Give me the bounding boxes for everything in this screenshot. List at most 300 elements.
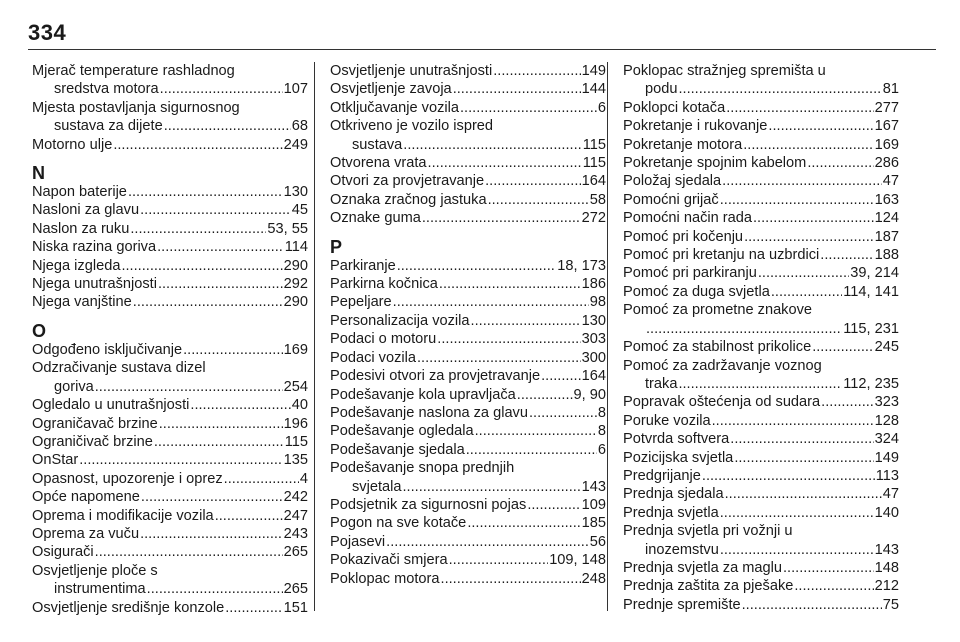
dot-leader: [485, 172, 581, 190]
entry-term: Oprema za vuču: [32, 525, 140, 542]
index-entry: [623, 154, 899, 172]
dot-leader: [730, 430, 873, 448]
entry-term: Ogledalo u unutrašnjosti: [32, 397, 190, 414]
dot-leader: [154, 433, 284, 451]
entry-page-ref: 196: [283, 415, 308, 432]
entry-term: Pomoćni način rada: [623, 210, 752, 227]
entry-page-ref: 9, 90: [573, 386, 606, 403]
index-entry: [330, 496, 606, 514]
index-entry: [623, 485, 899, 503]
entry-term: Podsjetnik za sigurnosni pojas: [330, 496, 527, 513]
entry-page-ref: 247: [283, 507, 308, 524]
index-entry: [623, 449, 899, 467]
entry-page-ref: 290: [283, 257, 308, 274]
entry-term: Pojasevi: [330, 533, 386, 550]
index-entry: [330, 367, 606, 385]
index-entry: [32, 451, 308, 469]
entry-page-ref: 144: [581, 81, 606, 98]
entry-term: Poklopac motora: [330, 570, 440, 587]
entry-page-ref: 265: [283, 544, 308, 561]
entry-page-ref: 56: [589, 533, 606, 550]
entry-page-ref: 81: [882, 81, 899, 98]
index-entry: [623, 172, 899, 190]
entry-term: Njega unutrašnjosti: [32, 276, 157, 293]
dot-leader: [160, 80, 283, 98]
entry-page-ref: 272: [581, 210, 606, 227]
entry-page-ref: 6: [597, 441, 606, 458]
entry-term: Personalizacija vozila: [330, 312, 470, 329]
index-entry: [32, 275, 308, 293]
index-entry: [330, 533, 606, 551]
entry-term: Njega vanjštine: [32, 294, 132, 311]
entry-page-ref: 130: [581, 312, 606, 329]
entry-page-ref: 40: [291, 397, 308, 414]
entry-page-ref: 124: [874, 210, 899, 227]
entry-page-ref: 68: [291, 118, 308, 135]
index-entry: [330, 209, 606, 227]
index-entry: [32, 562, 308, 599]
index-entry: [623, 283, 899, 301]
dot-leader: [449, 551, 549, 569]
entry-term: Ograničavač brzine: [32, 415, 158, 432]
entry-page-ref: 186: [581, 276, 606, 293]
entry-page-ref: 265: [283, 581, 308, 598]
entry-page-ref: 243: [283, 525, 308, 542]
entry-page-ref: 148: [874, 559, 899, 576]
entry-term: Podešavanje naslona za glavu: [330, 404, 528, 421]
index-entry: [32, 359, 308, 396]
entry-term: Opće napomene: [32, 489, 140, 506]
entry-term: Niska razina goriva: [32, 239, 157, 256]
entry-page-ref: 114, 141: [843, 283, 899, 300]
entry-page-ref: 8: [597, 423, 606, 440]
entry-term: OnStar: [32, 452, 79, 469]
index-entry: [623, 577, 899, 595]
entry-term: Napon baterije: [32, 184, 127, 201]
entry-page-ref: 149: [874, 449, 899, 466]
dot-leader: [428, 154, 582, 172]
entry-page-ref: 75: [882, 596, 899, 613]
index-column-3: [623, 62, 899, 614]
entry-term: Prednja svjetla: [623, 504, 719, 521]
entry-page-ref: 115, 231: [843, 320, 899, 337]
entry-term: sredstva motora: [54, 81, 159, 98]
dot-leader: [820, 246, 873, 264]
entry-term: Osvjetljenje ploče s: [32, 562, 158, 579]
index-letter-heading: O: [32, 320, 47, 341]
entry-term: Oznaka zračnog jastuka: [330, 191, 487, 208]
entry-term: Parkirna kočnica: [330, 276, 438, 293]
entry-term: Pomoć za stabilnost prikolice: [623, 339, 812, 356]
index-entry: [32, 62, 308, 99]
entry-term: Osigurači: [32, 544, 94, 561]
entry-term: Podešavanje snopa prednjih: [330, 460, 515, 477]
index-entry: [330, 386, 606, 404]
entry-term: Prednja svjetla pri vožnji u: [623, 523, 793, 540]
entry-page-ref: 212: [874, 578, 899, 595]
index-entry: [32, 183, 308, 201]
index-entry: [330, 349, 606, 367]
entry-term: Poklopac stražnjeg spremišta u: [623, 63, 826, 79]
dot-leader: [121, 257, 282, 275]
entry-term: Pomoć pri kretanju na uzbrdici: [623, 247, 820, 264]
dot-leader: [417, 349, 581, 367]
dot-leader: [437, 330, 580, 348]
entry-term: Osvjetljenje unutrašnjosti: [330, 63, 493, 79]
index-entry: [330, 404, 606, 422]
index-entry: [623, 393, 899, 411]
entry-page-ref: 128: [874, 412, 899, 429]
dot-leader: [475, 422, 597, 440]
entry-page-ref: 130: [283, 184, 308, 201]
entry-term: Pokretanje spojnim kabelom: [623, 155, 807, 172]
dot-leader: [158, 275, 283, 293]
index-entry: [32, 525, 308, 543]
dot-leader: [402, 478, 580, 496]
dot-leader: [460, 99, 597, 117]
index-entry: [623, 209, 899, 227]
index-letter-heading: P: [330, 236, 343, 257]
entry-page-ref: 169: [283, 341, 308, 358]
entry-page-ref: 143: [874, 541, 899, 558]
index-entry: [330, 441, 606, 459]
dot-leader: [393, 293, 589, 311]
entry-page-ref: 187: [874, 228, 899, 245]
index-entry: [623, 191, 899, 209]
index-entry: [623, 596, 899, 614]
index-entry: [32, 341, 308, 359]
dot-leader: [646, 320, 842, 338]
entry-page-ref: 6: [597, 99, 606, 116]
entry-term: Oprema i modifikacije vozila: [32, 507, 214, 524]
index-entry: [623, 430, 899, 448]
index-entry: [32, 136, 308, 154]
index-column-1: [32, 62, 308, 617]
dot-leader: [742, 596, 882, 614]
dot-leader: [141, 488, 283, 506]
index-entry: [32, 433, 308, 451]
entry-term: Popravak oštećenja od sudara: [623, 394, 821, 411]
dot-leader: [183, 341, 283, 359]
entry-page-ref: 249: [283, 136, 308, 153]
entry-term: Osvjetljenje središnje konzole: [32, 599, 225, 616]
index-entry: [32, 293, 308, 311]
entry-term: Otkriveno je vozilo ispred: [330, 118, 494, 135]
entry-term: Podešavanje ogledala: [330, 423, 474, 440]
entry-page-ref: 248: [581, 570, 606, 587]
entry-term: Oznake guma: [330, 210, 421, 227]
entry-page-ref: 167: [874, 118, 899, 135]
index-entry: [623, 117, 899, 135]
entry-term: Otključavanje vozila: [330, 99, 459, 116]
entry-page-ref: 286: [874, 155, 899, 172]
entry-page-ref: 169: [874, 136, 899, 153]
index-entry: [330, 191, 606, 209]
entry-term: Otvori za provjetravanje: [330, 173, 485, 190]
dot-leader: [157, 238, 284, 256]
entry-term: sustava: [352, 136, 403, 153]
entry-term: Podesivi otvori za provjetravanje: [330, 368, 541, 385]
entry-term: instrumentima: [54, 581, 146, 598]
entry-term: Pepeljare: [330, 294, 392, 311]
entry-term: sustava za dijete: [54, 118, 163, 135]
entry-term: Pomoć za prometne znakove: [623, 302, 813, 319]
entry-term: Pokretanje i rukovanje: [623, 118, 768, 135]
dot-leader: [712, 412, 874, 430]
dot-leader: [386, 533, 589, 551]
header-rule: [28, 49, 936, 50]
entry-page-ref: 58: [589, 191, 606, 208]
entry-term: Nasloni za glavu: [32, 202, 140, 219]
entry-term: Odgođeno isključivanje: [32, 341, 183, 358]
entry-page-ref: 185: [581, 515, 606, 532]
entry-page-ref: 149: [581, 63, 606, 79]
index-entry: [623, 522, 899, 559]
entry-term: Pomoć pri kočenju: [623, 228, 744, 245]
entry-page-ref: 151: [283, 599, 308, 616]
dot-leader: [720, 541, 874, 559]
entry-term: Motorno ulje: [32, 136, 113, 153]
entry-page-ref: 290: [283, 294, 308, 311]
entry-term: Parkiranje: [330, 257, 396, 274]
dot-leader: [79, 451, 282, 469]
dot-leader: [678, 375, 842, 393]
index-entry: [623, 99, 899, 117]
entry-term: Mjesta postavljanja sigurnosnog: [32, 99, 240, 116]
entry-page-ref: 164: [581, 368, 606, 385]
dot-leader: [722, 172, 882, 190]
entry-page-ref: 114: [284, 239, 308, 256]
dot-leader: [753, 209, 874, 227]
index-entry: [32, 396, 308, 414]
dot-leader: [720, 504, 874, 522]
index-entry: [32, 599, 308, 617]
dot-leader: [771, 283, 842, 301]
index-entry: [32, 543, 308, 561]
entry-term: Pokretanje motora: [623, 136, 743, 153]
dot-leader: [744, 228, 874, 246]
entry-page-ref: 8: [597, 404, 606, 421]
entry-term: Prednja sjedala: [623, 486, 724, 503]
entry-term: Pomoćni grijač: [623, 191, 719, 208]
index-entry: [32, 507, 308, 525]
dot-leader: [743, 136, 873, 154]
dot-leader: [725, 485, 882, 503]
entry-term: Prednje spremište: [623, 596, 741, 613]
dot-leader: [527, 496, 580, 514]
entry-term: Ograničivač brzine: [32, 433, 153, 450]
index-entry: [623, 136, 899, 154]
dot-leader: [466, 441, 597, 459]
dot-leader: [95, 543, 283, 561]
entry-page-ref: 277: [874, 99, 899, 116]
index-entry: [330, 117, 606, 154]
entry-term: goriva: [54, 378, 94, 395]
index-entry: [330, 293, 606, 311]
dot-leader: [439, 275, 581, 293]
entry-term: Opasnost, upozorenje i oprez: [32, 470, 223, 487]
entry-term: Pozicijska svjetla: [623, 449, 734, 466]
index-entry: [330, 459, 606, 496]
dot-leader: [441, 570, 581, 588]
dot-leader: [517, 386, 573, 404]
entry-page-ref: 292: [283, 276, 308, 293]
dot-leader: [95, 378, 283, 396]
dot-leader: [128, 183, 283, 201]
entry-page-ref: 242: [283, 489, 308, 506]
index-entry: [330, 570, 606, 588]
dot-leader: [133, 293, 283, 311]
dot-leader: [734, 449, 873, 467]
entry-page-ref: 47: [882, 486, 899, 503]
dot-leader: [190, 396, 290, 414]
entry-page-ref: 115: [582, 155, 606, 172]
index-entry: [32, 238, 308, 256]
entry-page-ref: 324: [874, 431, 899, 448]
dot-leader: [467, 514, 580, 532]
entry-term: Mjerač temperature rashladnog: [32, 63, 235, 79]
entry-page-ref: 303: [581, 331, 606, 348]
dot-leader: [768, 117, 873, 135]
entry-page-ref: 254: [283, 378, 308, 395]
entry-term: Podešavanje kola upravljača: [330, 386, 516, 403]
entry-page-ref: 300: [581, 349, 606, 366]
entry-term: Pokazivači smjera: [330, 552, 448, 569]
entry-term: Otvorena vrata: [330, 155, 427, 172]
index-entry: [32, 201, 308, 219]
entry-page-ref: 188: [874, 247, 899, 264]
entry-term: Prednja svjetla za maglu: [623, 559, 782, 576]
entry-page-ref: 164: [581, 173, 606, 190]
dot-leader: [215, 507, 283, 525]
entry-page-ref: 4: [299, 470, 308, 487]
entry-term: Poklopci kotača: [623, 99, 726, 116]
dot-leader: [422, 209, 581, 227]
index-entry: [623, 357, 899, 394]
entry-term: Podaci vozila: [330, 349, 416, 366]
entry-term: Njega izgleda: [32, 257, 121, 274]
entry-term: Potvrda softvera: [623, 431, 730, 448]
dot-leader: [493, 62, 580, 80]
dot-leader: [678, 80, 881, 98]
entry-page-ref: 98: [589, 294, 606, 311]
dot-leader: [140, 525, 283, 543]
index-entry: [623, 467, 899, 485]
dot-leader: [130, 220, 266, 238]
index-entry: [330, 257, 606, 275]
entry-page-ref: 112, 235: [843, 375, 899, 392]
index-entry: [330, 275, 606, 293]
entry-term: Odzračivanje sustava dizel: [32, 360, 206, 377]
dot-leader: [159, 415, 283, 433]
dot-leader: [726, 99, 873, 117]
entry-page-ref: 135: [283, 452, 308, 469]
index-entry: [623, 504, 899, 522]
index-entry: [330, 422, 606, 440]
entry-term: podu: [645, 81, 678, 98]
entry-term: Prednja zaštita za pješake: [623, 578, 794, 595]
dot-leader: [702, 467, 875, 485]
dot-leader: [758, 264, 849, 282]
dot-leader: [224, 470, 299, 488]
index-entry: [330, 99, 606, 117]
entry-page-ref: 140: [874, 504, 899, 521]
index-entry: [330, 551, 606, 569]
entry-page-ref: 323: [874, 394, 899, 411]
entry-term: Podaci o motoru: [330, 331, 437, 348]
index-column-2: [330, 62, 606, 588]
dot-leader: [164, 117, 291, 135]
index-entry: [623, 62, 899, 99]
entry-term: traka: [645, 375, 678, 392]
entry-term: Naslon za ruku: [32, 220, 130, 237]
entry-page-ref: 47: [882, 173, 899, 190]
entry-page-ref: 18, 173: [557, 257, 606, 274]
index-entry: [330, 330, 606, 348]
entry-page-ref: 163: [874, 191, 899, 208]
entry-term: svjetala: [352, 478, 402, 495]
dot-leader: [783, 559, 874, 577]
entry-page-ref: 109: [581, 496, 606, 513]
dot-leader: [453, 80, 581, 98]
index-entry: [330, 514, 606, 532]
column-divider: [607, 62, 608, 611]
dot-leader: [812, 338, 873, 356]
column-divider: [314, 62, 315, 611]
dot-leader: [403, 136, 581, 154]
index-entry: [32, 488, 308, 506]
dot-leader: [147, 580, 283, 598]
index-entry: [330, 312, 606, 330]
dot-leader: [821, 393, 873, 411]
entry-term: Predgrijanje: [623, 467, 701, 484]
entry-page-ref: 39, 214: [850, 265, 899, 282]
entry-term: Podešavanje sjedala: [330, 441, 465, 458]
index-entry: [32, 415, 308, 433]
index-entry: [623, 264, 899, 282]
entry-term: Pomoć za zadržavanje voznog: [623, 357, 822, 374]
dot-leader: [397, 257, 557, 275]
entry-term: Pomoć pri parkiranju: [623, 265, 757, 282]
index-entry: [330, 62, 606, 80]
entry-term: Poruke vozila: [623, 412, 711, 429]
entry-term: Pomoć za duga svjetla: [623, 283, 770, 300]
index-entry: [623, 301, 899, 338]
entry-page-ref: 53, 55: [267, 220, 308, 237]
entry-page-ref: 115: [582, 136, 606, 153]
dot-leader: [225, 599, 282, 617]
entry-page-ref: 45: [291, 202, 308, 219]
page-number: 334: [28, 20, 67, 45]
index-entry: [623, 338, 899, 356]
index-entry: [32, 99, 308, 136]
dot-leader: [529, 404, 597, 422]
index-entry: [623, 412, 899, 430]
entry-page-ref: 143: [581, 478, 606, 495]
dot-leader: [541, 367, 581, 385]
dot-leader: [113, 136, 282, 154]
entry-term: Položaj sjedala: [623, 173, 722, 190]
entry-page-ref: 245: [874, 339, 899, 356]
entry-page-ref: 109, 148: [549, 552, 606, 569]
dot-leader: [140, 201, 291, 219]
dot-leader: [720, 191, 874, 209]
entry-term: Osvjetljenje zavoja: [330, 81, 452, 98]
index-entry: [623, 559, 899, 577]
index-letter-heading: N: [32, 163, 45, 184]
index-entry: [32, 257, 308, 275]
index-entry: [330, 80, 606, 98]
